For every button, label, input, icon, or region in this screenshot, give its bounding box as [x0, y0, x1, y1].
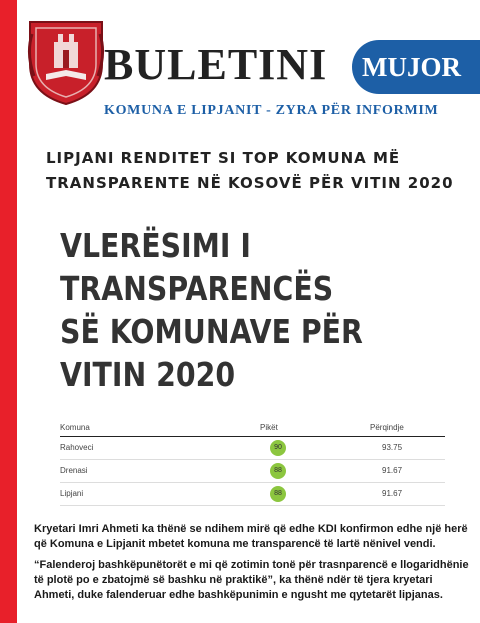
body-paragraph-2: “Falenderoj bashkëpunëtorët e mi që zotimin tonë për trasnparencë e llogaridhënie të plotë po e zbatojmë së bashku në praktikë”, ka thënë ndër të tjera kryetari Ahmeti, duke falenderuar edhe bashkëpunimin e ngusht me qytetarët lipjanas.	[34, 559, 469, 601]
header-perqindje: Përqindje	[370, 423, 404, 432]
ranking-table	[60, 420, 445, 506]
cell-perqindje: 91.67	[382, 466, 403, 475]
ranking-title-line: SË KOMUNAVE PËR	[60, 312, 363, 351]
municipal-crest-icon	[26, 14, 106, 106]
cell-komuna: Rahoveci	[60, 443, 94, 452]
score-badge: 90	[270, 440, 286, 456]
article-headline	[46, 146, 466, 196]
cell-perqindje: 91.67	[382, 489, 403, 498]
header-komuna: Komuna	[60, 423, 90, 432]
headline-line-2: TRANSPARENTE NË KOSOVË PËR VITIN 2020	[46, 174, 454, 192]
table-row	[60, 483, 445, 506]
header-piket: Pikët	[260, 423, 278, 432]
cell-komuna: Lipjani	[60, 489, 84, 498]
ranking-title-line: VITIN 2020	[60, 355, 236, 394]
ranking-image-card	[40, 200, 465, 513]
masthead-badge: MUJOR	[352, 40, 480, 94]
table-row	[60, 437, 445, 460]
table-header	[60, 420, 445, 437]
score-badge: 88	[270, 463, 286, 479]
masthead-subtitle: KOMUNA E LIPJANIT - ZYRA PËR INFORMIM	[104, 103, 439, 118]
cell-komuna: Drenasi	[60, 466, 88, 475]
red-side-bar	[0, 0, 17, 623]
ranking-title-line: TRANSPARENCËS	[60, 269, 334, 308]
ranking-title-line: VLERËSIMI I	[60, 226, 251, 265]
score-badge: 88	[270, 486, 286, 502]
table-row	[60, 460, 445, 483]
headline-line-1: LIPJANI RENDITET SI TOP KOMUNA MË	[46, 149, 401, 167]
body-paragraph-1: Kryetari Imri Ahmeti ka thënë se ndihem mirë që edhe KDI konfirmon edhe një herë që Komuna e Lipjanit mbetet komuna me transparencë të lartë nënivel vendi.	[34, 523, 468, 550]
ranking-title	[60, 224, 363, 396]
cell-perqindje: 93.75	[382, 443, 403, 452]
masthead-title: BULETINI	[104, 40, 328, 89]
